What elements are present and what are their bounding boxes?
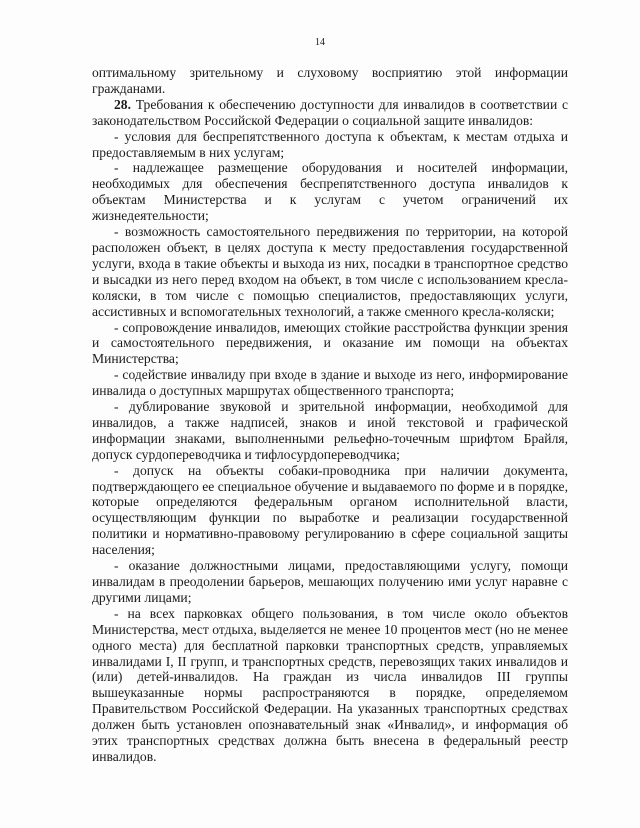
bullet-item: - допуск на объекты собаки-проводника при наличии документа, подтверждающего ее специальное обучение и выдаваемого по форме и в порядке, которые определяются федеральным органом исполнительной власти, осуществляющим функции по выработке и реализации государственной политики и нормативно-правовому регулированию в сфере социальной защиты населения; xyxy=(92,462,568,558)
bullet-item: - оказание должностными лицами, предоставляющими услугу, помощи инвалидам в преодолении барьеров, мешающих получению ими услуг наравне с другими лицами; xyxy=(92,558,568,605)
item-28-intro xyxy=(92,97,568,129)
continuation-paragraph: оптимальному зрительному и слуховому восприятию этой информации гражданами. xyxy=(92,65,568,96)
document-body xyxy=(92,65,568,765)
item-intro-text: Требования к обеспечению доступности для инвалидов в соответствии с законодательством Российской Федерации о социальной защите инвалидов: xyxy=(92,96,568,128)
bullet-item: - сопровождение инвалидов, имеющих стойкие расстройства функции зрения и самостоятельного передвижения, и оказание им помощи на объектах Министерства; xyxy=(92,319,568,367)
bullet-item: - возможность самостоятельного передвижения по территории, на которой расположен объект, в целях доступа к месту предоставления государственной услуги, входа в такие объекты и выхода из них, посадки в транспортное средство и высадки из него перед входом на объект, в том числе с использованием кресла-коляски, в том числе с помощью специалистов, предоставляющих услуги, ассистивных и вспомогательных технологий, а также сменного кресла-коляски; xyxy=(92,224,568,319)
bullet-item: - условия для беспрепятственного доступа к объектам, к местам отдыха и предоставляемым в них услугам; xyxy=(92,128,568,160)
bullet-item: - дублирование звуковой и зрительной информации, необходимой для инвалидов, а также надписей, знаков и иной текстовой и графической информации знаками, выполненными рельефно-точечным шрифтом Брайля, допуск сурдопереводчика и тифлосурдопереводчика; xyxy=(92,399,568,462)
bullet-item: - на всех парковках общего пользования, в том числе около объектов Министерства, мест отдыха, выделяется не менее 10 процентов мест (но не менее одного места) для бесплатной парковки транспортных средств, управляемых инвалидами I, II групп, и транспортных средств, перевозящих таких инвалидов и (или) детей-инвалидов. На граждан из числа инвалидов III группы вышеуказанные нормы распространяются в порядке, определяемом Правительством Российской Федерации. На указанных транспортных средствах должен быть установлен опознавательный знак «Инвалид», и информация об этих транспортных средствах должна быть внесена в федеральный реестр инвалидов. xyxy=(92,605,568,764)
bullet-item: - содействие инвалиду при входе в здание и выходе из него, информирование инвалида о доступных маршрутах общественного транспорта; xyxy=(92,367,568,399)
bullet-item: - надлежащее размещение оборудования и носителей информации, необходимых для обеспечения беспрепятственного доступа инвалидов к объектам Министерства и к услугам с учетом ограничений их жизнедеятельности; xyxy=(92,160,568,224)
page-number: 14 xyxy=(315,37,325,48)
item-number: 28. xyxy=(114,96,131,112)
